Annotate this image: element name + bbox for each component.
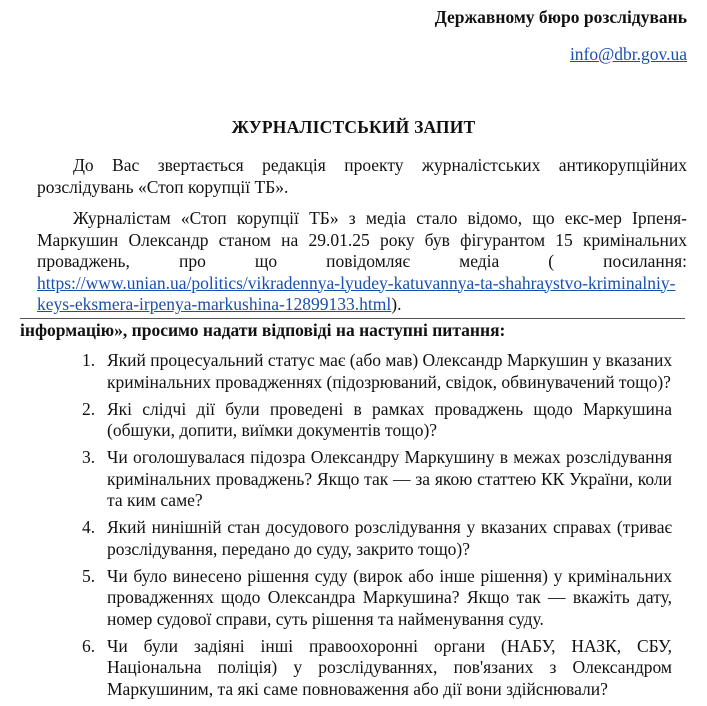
- email-link[interactable]: info@dbr.gov.ua: [569, 44, 687, 64]
- question-item: [0, 566, 707, 631]
- question-line: Маркушиним, та які саме повноваження або дії вони здійснювали?: [107, 678, 608, 699]
- question-number: 4.: [82, 517, 96, 537]
- source-paragraph: [37, 208, 687, 316]
- question-line: Який нинішній стан досудового розслідування у вказаних справах (триває: [107, 517, 672, 537]
- question-line: Чи було винесено рішення суду (вирок або інше рішення) у кримінальних: [107, 565, 672, 586]
- question-line: провадженнях щодо Олександра Маркушина? Якщо так — вкажіть дату,: [107, 587, 672, 607]
- question-number: 6.: [82, 635, 96, 656]
- intro-paragraph: [37, 155, 687, 198]
- questions-list: [0, 350, 707, 706]
- paragraph-line: До Вас звертається редакція проекту журналістських антикорупційних: [73, 155, 687, 175]
- recipient-line: Державному бюро розслідувань: [434, 7, 687, 27]
- source-link[interactable]: https://www.unian.ua/politics/vikradennya-lyudey-katuvannya-ta-shahraystvo-kriminalniy-: [37, 272, 676, 293]
- question-line: Чи були задіяні інші правоохоронні органи (НАБУ, НАЗК, СБУ,: [107, 635, 672, 656]
- question-number: 2.: [82, 398, 96, 419]
- question-item: [0, 447, 707, 512]
- request-intro: інформацію», просимо надати відповіді на наступні питання:: [20, 320, 506, 340]
- question-number: 1.: [82, 350, 96, 370]
- question-number: 5.: [82, 565, 96, 586]
- question-item: [0, 399, 707, 442]
- paragraph-line: проваджень, про що повідомляє медіа ( посилання:: [37, 251, 687, 271]
- question-text: [107, 636, 672, 701]
- question-text: [107, 399, 672, 442]
- question-line: Національна поліція) у розслідуваннях, пов'язаних з Олександром: [107, 657, 672, 677]
- question-line: Які слідчі дії були проведені в рамках проваджень щодо Маркушина: [107, 398, 672, 419]
- question-item: [0, 636, 707, 701]
- question-text: [107, 566, 672, 631]
- link-closing: ).: [391, 294, 402, 314]
- question-text: [107, 447, 672, 512]
- question-line: Який процесуальний статус має (або мав) Олександр Маркушин у вказаних: [107, 350, 673, 370]
- question-item: [0, 517, 707, 560]
- question-line: розслідування, передано до суду, закрито тощо)?: [107, 538, 471, 559]
- question-item: [0, 350, 707, 393]
- question-line: кримінальних проваджень? Якщо так — за якою статтею КК України, коли: [107, 468, 672, 489]
- paragraph-line: розслідувань «Стоп корупції ТБ».: [37, 176, 289, 197]
- question-line: (обшуки, допити, виїмки документів тощо)?: [107, 420, 438, 440]
- question-line: кримінальних провадженнях (підозрюваний, свідок, обвинувачений тощо)?: [107, 371, 671, 392]
- question-line: Чи оголошувалася підозра Олександру Маркушину в межах розслідування: [107, 447, 672, 467]
- document-title: ЖУРНАЛІСТСЬКИЙ ЗАПИТ: [231, 117, 476, 137]
- page-break-divider: [20, 318, 685, 319]
- source-link-line: [37, 273, 687, 295]
- question-line: та ким саме?: [107, 490, 203, 510]
- question-text: [107, 350, 672, 393]
- source-link-continued[interactable]: keys-eksmera-irpenya-markushina-12899133.html: [37, 294, 392, 314]
- question-number: 3.: [82, 447, 96, 467]
- source-link-line: [37, 294, 687, 316]
- question-line: номер судової справи, суть рішення та найменування суду.: [107, 608, 544, 629]
- question-text: [107, 517, 672, 560]
- paragraph-line: Журналістам «Стоп корупції ТБ» з медіа стало відомо, що екс-мер Ірпеня-: [73, 208, 687, 228]
- paragraph-line: Маркушин Олександр станом на 29.01.25 року був фігурантом 15 кримінальних: [37, 229, 687, 250]
